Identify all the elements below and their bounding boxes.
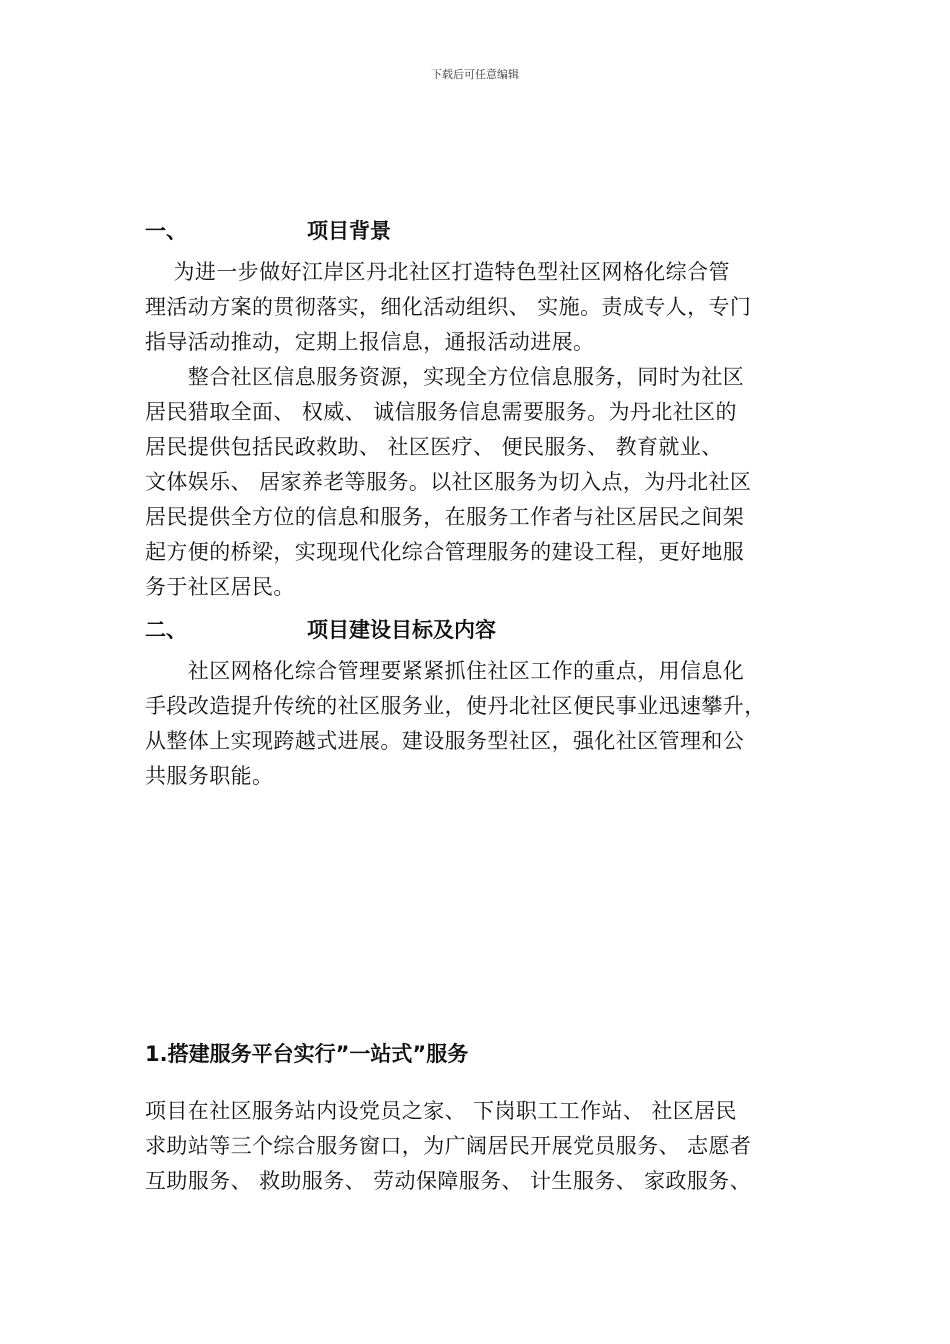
- section-1-heading: [145, 216, 391, 246]
- paragraph-line: 社区网格化综合管理要紧紧抓住社区工作的重点，用信息化: [145, 659, 745, 683]
- paragraph-line: 居民提供包括民政救助、 社区医疗、 便民服务、 教育就业、: [145, 435, 723, 459]
- paragraph-line: 指导活动推动，定期上报信息，通报活动进展。: [145, 330, 595, 354]
- section-1-title: 项目背景: [307, 219, 391, 243]
- paragraph-line: 起方便的桥梁，实现现代化综合管理服务的建设工程，更好地服: [145, 540, 745, 564]
- subsection-1-paragraph-1: [145, 1094, 815, 1199]
- paragraph-line: 共服务职能。: [145, 764, 274, 788]
- section-2-title: 项目建设目标及内容: [307, 618, 496, 642]
- section-1-number: 一、: [145, 219, 187, 243]
- paragraph-line: 理活动方案的贯彻落实，细化活动组织、 实施。责成专人，专门: [145, 295, 752, 319]
- paragraph-line: 文体娱乐、 居家养老等服务。以社区服务为切入点，为丹北社区: [145, 470, 752, 494]
- subsection-1-heading: 1.搭建服务平台实行”一站式”服务: [145, 1042, 469, 1066]
- paragraph-line: 为进一步做好江岸区丹北社区打造特色型社区网格化综合管: [145, 260, 730, 284]
- section-2-heading: [145, 615, 496, 645]
- section-2-paragraph-1: [145, 654, 815, 794]
- section-2-number: 二、: [145, 618, 187, 642]
- paragraph-line: 互助服务、 救助服务、 劳动保障服务、 计生服务、 家政服务、: [145, 1169, 752, 1193]
- page-header: 下载后可任意编辑: [431, 68, 519, 81]
- paragraph-line: 项目在社区服务站内设党员之家、 下岗职工工作站、 社区居民: [145, 1099, 737, 1123]
- paragraph-line: 求助站等三个综合服务窗口，为广阔居民开展党员服务、 志愿者: [145, 1134, 752, 1158]
- paragraph-line: 居民提供全方位的信息和服务，在服务工作者与社区居民之间架: [145, 505, 745, 529]
- paragraph-line: 整合社区信息服务资源，实现全方位信息服务，同时为社区: [145, 365, 745, 389]
- paragraph-line: 手段改造提升传统的社区服务业，使丹北社区便民事业迅速攀升，: [145, 694, 766, 718]
- paragraph-line: 从整体上实现跨越式进展。建设服务型社区，强化社区管理和公: [145, 729, 745, 753]
- section-1-paragraph-1: [145, 255, 815, 360]
- section-1-paragraph-2: [145, 360, 815, 605]
- paragraph-line: 务于社区居民。: [145, 575, 295, 599]
- paragraph-line: 居民猎取全面、 权威、 诚信服务信息需要服务。为丹北社区的: [145, 400, 737, 424]
